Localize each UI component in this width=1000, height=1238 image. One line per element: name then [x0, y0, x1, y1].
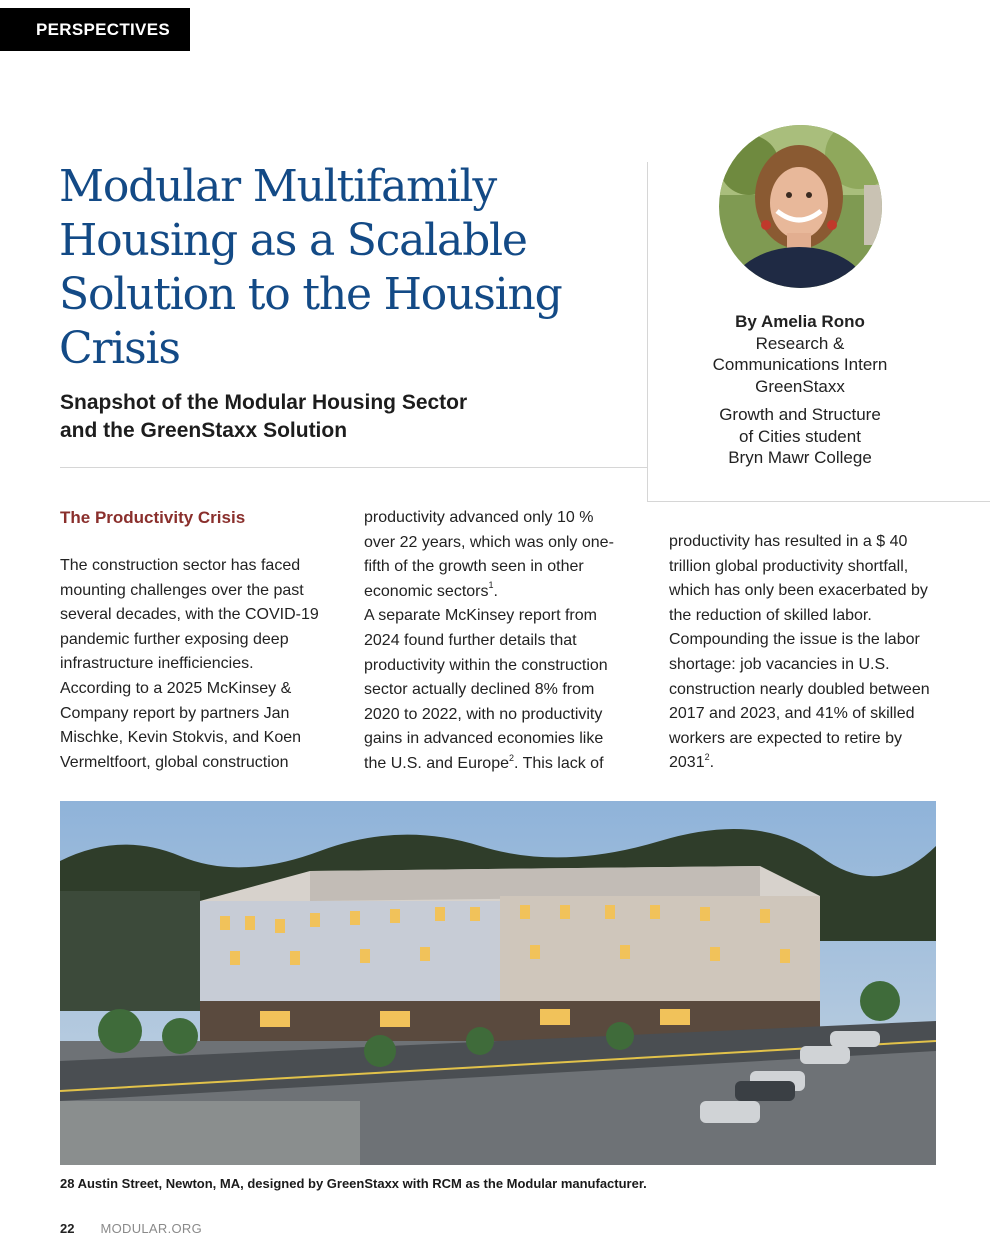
footnote-ref: 2 [704, 752, 710, 763]
footnote-ref: 2 [508, 752, 514, 763]
page-footer [60, 1221, 202, 1236]
column-3-text: productivity has resulted in a $ 40 trillion global productivity shortfall, which has only been exacerbated by the reduction of skilled labor. Compounding the issue is the labor shortage: job vacancies in U.S. construction nearly doubled between 2017 and 2023, and 41% of skilled workers are expected to retire by 2031$^2$. [669, 533, 930, 772]
author-role-line2: Communications Intern [712, 355, 888, 374]
title-divider [60, 467, 648, 468]
author-study-line1: Growth and Structure [719, 405, 881, 424]
page-number: 22 [60, 1221, 75, 1236]
column-2-paragraph-2: A separate McKinsey report from 2024 found further details that productivity within the construction sector actually declined 8% from 2020 to 2022, with no productivity gains in advanced economies like the U.S. and Europe$^2$. This lack of [364, 607, 608, 772]
author-portrait-image [719, 125, 882, 288]
author-school: Bryn Mawr College [728, 448, 872, 467]
article-column-3 [669, 530, 941, 776]
building-photo [60, 801, 936, 1165]
author-photo [719, 125, 882, 288]
vertical-divider [647, 162, 648, 502]
author-study-line2: of Cities student [739, 426, 861, 446]
footnote-ref: 1 [488, 580, 494, 591]
article-subtitle: Snapshot of the Modular Housing Sector and the GreenStaxx Solution [60, 391, 468, 442]
author-org: GreenStaxx [755, 376, 845, 396]
column-2-paragraph-1: productivity advanced only 10 % over 22 years, which was only one-fifth of the growth seen in other economic sectors$^1$. [364, 509, 614, 600]
author-role-line1: Research & [755, 333, 845, 353]
article-column-2 [364, 506, 626, 777]
section-tag: PERSPECTIVES [0, 8, 190, 51]
author-name: By Amelia Rono [735, 312, 865, 331]
photo-caption: 28 Austin Street, Newton, MA, designed by GreenStaxx with RCM as the Modular manufacturer. [60, 1176, 647, 1191]
article-title: Modular Multifamily Housing as a Scalable Solution to the Housing Crisis [59, 161, 562, 374]
author-divider [648, 501, 990, 502]
author-block [680, 311, 920, 469]
building-photo-image [60, 801, 936, 1165]
column-1-text: The construction sector has faced mounting challenges over the past several decades, with the COVID-19 pandemic further exposing deep infrastructure inefficiencies. According to a 2025 McKinsey & Company report by partners Jan Mischke, Kevin Stokvis, and Koen Vermeltfoort, global construction [60, 557, 319, 771]
footer-site: MODULAR.ORG [100, 1221, 202, 1236]
section-heading: The Productivity Crisis [60, 508, 246, 527]
article-column-1 [60, 506, 322, 775]
